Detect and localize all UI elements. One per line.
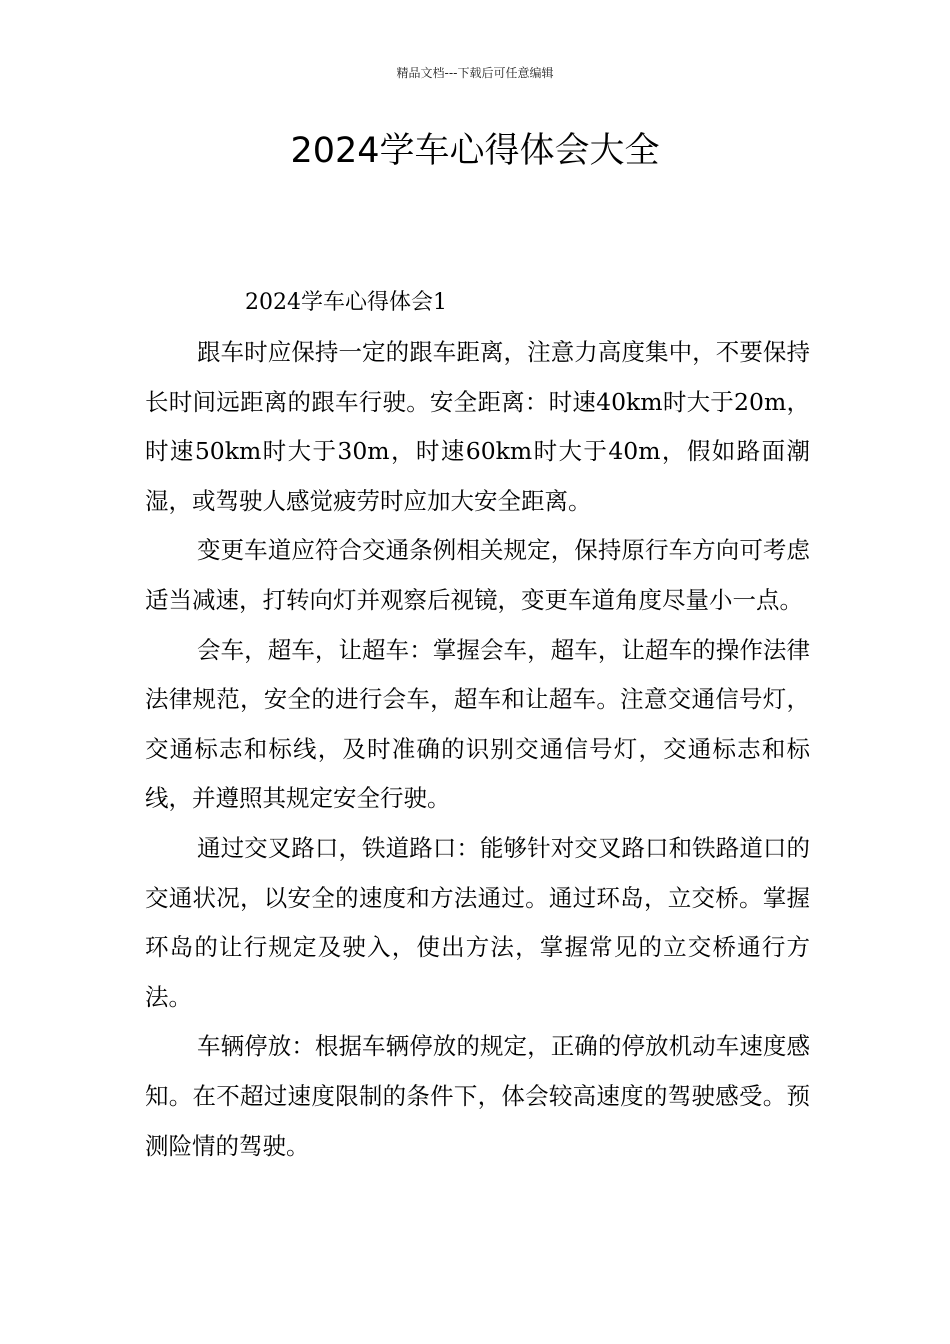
document-body <box>145 278 810 1171</box>
paragraph-parking: 车辆停放：根据车辆停放的规定，正确的停放机动车速度感知。在不超过速度限制的条件下，体会较高速度的驾驶感受。预测险情的驾驶。 <box>145 1032 810 1160</box>
paragraph-intersections: 通过交叉路口，铁道路口：能够针对交叉路口和铁路道口的交通状况，以安全的速度和方法通过。通过环岛，立交桥。掌握环岛的让行规定及驶入，使出方法，掌握常见的立交桥通行方法。 <box>145 833 810 1011</box>
section-heading: 2024学车心得体会1 <box>245 290 447 315</box>
document-title: 2024学车心得体会大全 <box>290 131 660 171</box>
paragraph-following-distance: 跟车时应保持一定的跟车距离，注意力高度集中，不要保持长时间远距离的跟车行驶。安全距离：时速40km时大于20m，时速50km时大于30m，时速60km时大于40m，假如路面潮湿，或驾驶人感觉疲劳时应加大安全距离。 <box>145 338 810 515</box>
paragraph-overtaking: 会车，超车，让超车：掌握会车，超车，让超车的操作法律法律规范，安全的进行会车，超车和让超车。注意交通信号灯，交通标志和标线，及时准确的识别交通信号灯，交通标志和标线，并遵照其规定安全行驶。 <box>145 635 810 813</box>
paragraph-lane-change: 变更车道应符合交通条例相关规定，保持原行车方向可考虑适当减速，打转向灯并观察后视镜，变更车道角度尽量小一点。 <box>145 536 810 614</box>
header-note: 精品文档---下载后可任意编辑 <box>396 66 554 80</box>
